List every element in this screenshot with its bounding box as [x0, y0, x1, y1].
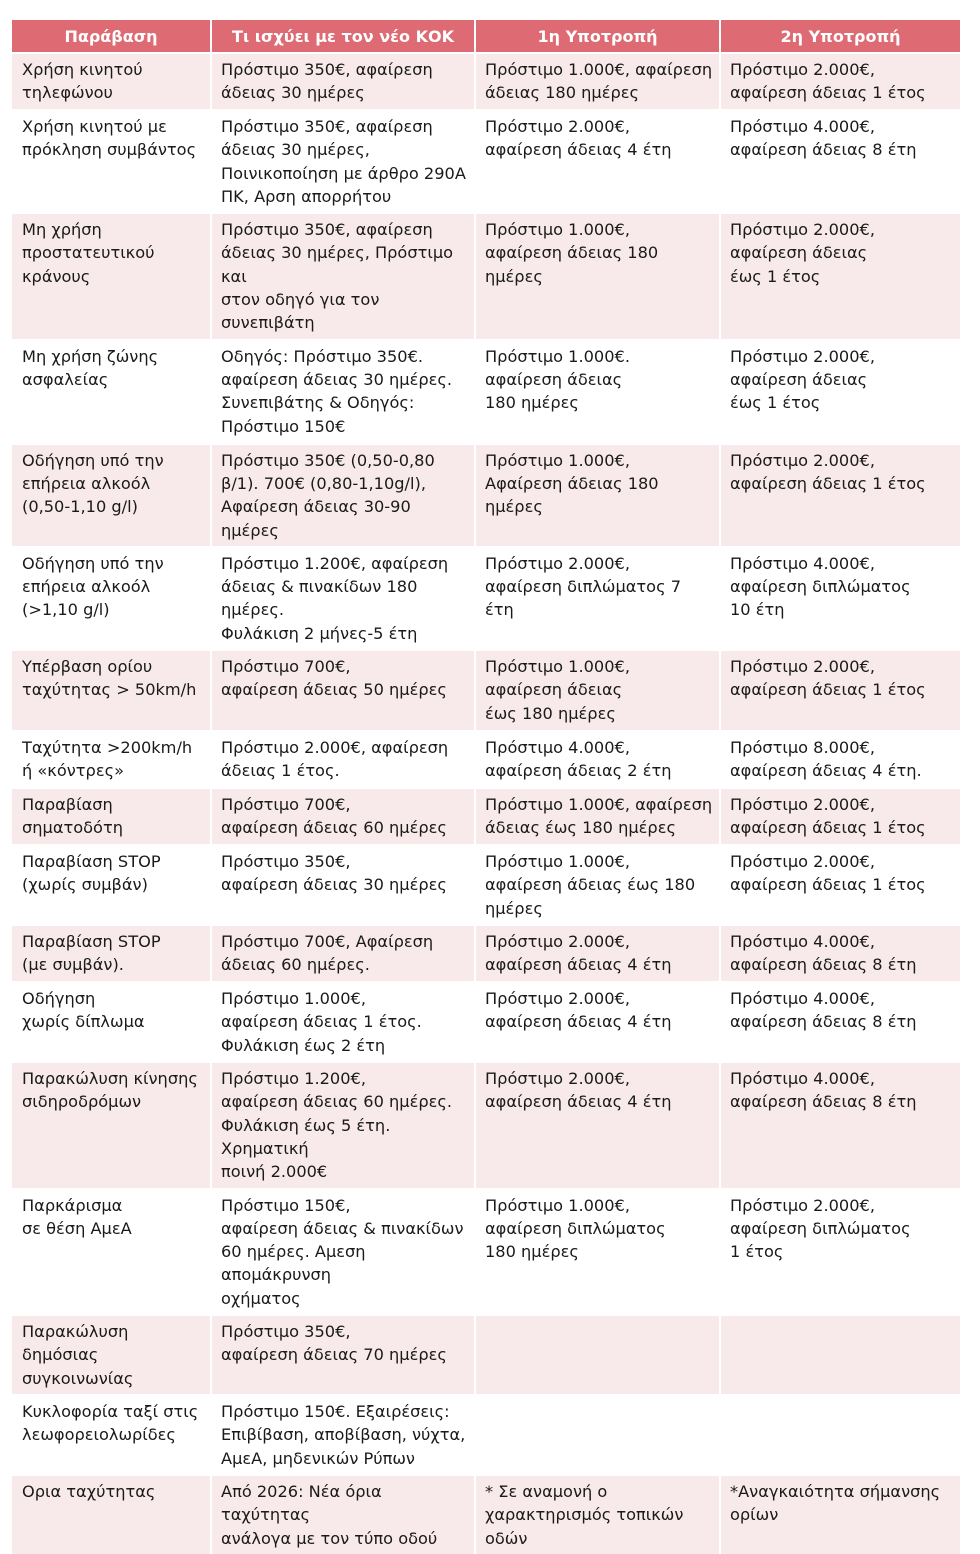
cell-second-relapse: Πρόστιμο 2.000€, αφαίρεση άδειας 1 έτος: [721, 649, 960, 730]
table-row: [12, 109, 960, 212]
cell-violation: Παραβίαση STOP (χωρίς συμβάν): [12, 844, 212, 924]
cell-violation: Παρακώλυση κίνησης σιδηροδρόμων: [12, 1061, 212, 1187]
cell-second-relapse: Πρόστιμο 8.000€, αφαίρεση άδειας 4 έτη.: [721, 730, 960, 787]
cell-new-rule: Πρόστιμο 350€, αφαίρεση άδειας 30 ημέρες: [212, 844, 476, 924]
cell-second-relapse: [721, 1394, 960, 1474]
cell-second-relapse: Πρόστιμο 2.000€, αφαίρεση άδειας έως 1 έτος: [721, 212, 960, 338]
penalties-table-container: [12, 20, 960, 1548]
cell-new-rule: Πρόστιμο 350€, αφαίρεση άδειας 30 ημέρες, Πρόστιμο και στον οδηγό για τον συνεπιβάτη: [212, 212, 476, 338]
header-violation: Παράβαση: [12, 20, 212, 52]
cell-first-relapse: [476, 1394, 721, 1474]
cell-first-relapse: Πρόστιμο 1.000€, αφαίρεση άδειας έως 180 ημέρες: [476, 844, 721, 924]
cell-violation: Χρήση κινητού με πρόκληση συμβάντος: [12, 109, 212, 212]
table-header-row: [12, 20, 960, 52]
cell-new-rule: Πρόστιμο 150€, αφαίρεση άδειας & πινακίδων 60 ημέρες. Αμεση απομάκρυνση οχήματος: [212, 1188, 476, 1314]
cell-new-rule: Πρόστιμο 350€, αφαίρεση άδειας 70 ημέρες: [212, 1314, 476, 1394]
cell-second-relapse: Πρόστιμο 2.000€, αφαίρεση άδειας έως 1 έτος: [721, 339, 960, 443]
header-first-relapse: 1η Υποτροπή: [476, 20, 721, 52]
cell-violation: Ορια ταχύτητας: [12, 1474, 212, 1554]
cell-first-relapse: Πρόστιμο 2.000€, αφαίρεση διπλώματος 7 έτη: [476, 546, 721, 649]
table-row: [12, 339, 960, 443]
table-row: [12, 1314, 960, 1394]
cell-first-relapse: [476, 1314, 721, 1394]
cell-second-relapse: Πρόστιμο 4.000€, αφαίρεση άδειας 8 έτη: [721, 924, 960, 981]
table-row: [12, 924, 960, 981]
cell-new-rule: Πρόστιμο 350€, αφαίρεση άδειας 30 ημέρες, Ποινικοποίηση με άρθρο 290Α ΠΚ, Αρση απορρήτου: [212, 109, 476, 212]
cell-second-relapse: *Αναγκαιότητα σήμανσης ορίων: [721, 1474, 960, 1554]
header-new-kok: Τι ισχύει με τον νέο ΚΟΚ: [212, 20, 476, 52]
cell-violation: Χρήση κινητού τηλεφώνου: [12, 52, 212, 109]
cell-first-relapse: Πρόστιμο 2.000€, αφαίρεση άδειας 4 έτη: [476, 981, 721, 1061]
cell-first-relapse: Πρόστιμο 2.000€, αφαίρεση άδειας 4 έτη: [476, 924, 721, 981]
cell-first-relapse: Πρόστιμο 1.000€. αφαίρεση άδειας 180 ημέρες: [476, 339, 721, 443]
cell-first-relapse: Πρόστιμο 1.000€, αφαίρεση διπλώματος 180 ημέρες: [476, 1188, 721, 1314]
cell-new-rule: Οδηγός: Πρόστιμο 350€. αφαίρεση άδειας 30 ημέρες. Συνεπιβάτης & Οδηγός: Πρόστιμο 150€: [212, 339, 476, 443]
cell-second-relapse: Πρόστιμο 4.000€, αφαίρεση άδειας 8 έτη: [721, 1061, 960, 1187]
cell-second-relapse: Πρόστιμο 4.000€, αφαίρεση άδειας 8 έτη: [721, 109, 960, 212]
cell-first-relapse: Πρόστιμο 1.000€, αφαίρεση άδειας 180 ημέρες: [476, 212, 721, 338]
cell-new-rule: Πρόστιμο 700€, Αφαίρεση άδειας 60 ημέρες.: [212, 924, 476, 981]
cell-new-rule: Πρόστιμο 2.000€, αφαίρεση άδειας 1 έτος.: [212, 730, 476, 787]
cell-second-relapse: Πρόστιμο 2.000€, αφαίρεση διπλώματος 1 έτος: [721, 1188, 960, 1314]
table-row: [12, 730, 960, 787]
cell-violation: Μη χρήση προστατευτικού κράνους: [12, 212, 212, 338]
cell-new-rule: Πρόστιμο 350€, αφαίρεση άδειας 30 ημέρες: [212, 52, 476, 109]
cell-violation: Παρκάρισμα σε θέση ΑμεΑ: [12, 1188, 212, 1314]
cell-violation: Υπέρβαση ορίου ταχύτητας > 50km/h: [12, 649, 212, 730]
cell-first-relapse: * Σε αναμονή ο χαρακτηρισμός τοπικών οδών: [476, 1474, 721, 1554]
cell-second-relapse: Πρόστιμο 2.000€, αφαίρεση άδειας 1 έτος: [721, 844, 960, 924]
cell-new-rule: Πρόστιμο 150€. Εξαιρέσεις: Επιβίβαση, αποβίβαση, νύχτα, ΑμεΑ, μηδενικών Ρύπων: [212, 1394, 476, 1474]
cell-violation: Παραβίαση STOP (με συμβάν).: [12, 924, 212, 981]
table-row: [12, 1394, 960, 1474]
cell-violation: Οδήγηση υπό την επήρεια αλκοόλ (>1,10 g/l): [12, 546, 212, 649]
table-row: [12, 844, 960, 924]
table-row: [12, 546, 960, 649]
table-row: [12, 212, 960, 338]
table-row: [12, 649, 960, 730]
cell-first-relapse: Πρόστιμο 1.000€, αφαίρεση άδειας έως 180 ημέρες: [476, 787, 721, 844]
cell-new-rule: Πρόστιμο 700€, αφαίρεση άδειας 50 ημέρες: [212, 649, 476, 730]
cell-violation: Οδήγηση χωρίς δίπλωμα: [12, 981, 212, 1061]
table-row: [12, 52, 960, 109]
penalties-table: [12, 20, 960, 1554]
cell-second-relapse: Πρόστιμο 2.000€, αφαίρεση άδειας 1 έτος: [721, 443, 960, 546]
cell-violation: Παραβίαση σηματοδότη: [12, 787, 212, 844]
table-row: [12, 787, 960, 844]
table-row: [12, 1188, 960, 1314]
cell-violation: Παρακώλυση δημόσιας συγκοινωνίας: [12, 1314, 212, 1394]
cell-new-rule: Πρόστιμο 1.200€, αφαίρεση άδειας & πινακίδων 180 ημέρες. Φυλάκιση 2 μήνες-5 έτη: [212, 546, 476, 649]
header-second-relapse: 2η Υποτροπή: [721, 20, 960, 52]
cell-new-rule: Πρόστιμο 350€ (0,50-0,80 β/1). 700€ (0,80-1,10g/l), Αφαίρεση άδειας 30-90 ημέρες: [212, 443, 476, 546]
cell-first-relapse: Πρόστιμο 4.000€, αφαίρεση άδειας 2 έτη: [476, 730, 721, 787]
table-row: [12, 1061, 960, 1187]
cell-first-relapse: Πρόστιμο 1.000€, Αφαίρεση άδειας 180 ημέρες: [476, 443, 721, 546]
table-row: [12, 443, 960, 546]
cell-second-relapse: [721, 1314, 960, 1394]
cell-first-relapse: Πρόστιμο 2.000€, αφαίρεση άδειας 4 έτη: [476, 1061, 721, 1187]
cell-first-relapse: Πρόστιμο 2.000€, αφαίρεση άδειας 4 έτη: [476, 109, 721, 212]
cell-new-rule: Πρόστιμο 1.200€, αφαίρεση άδειας 60 ημέρες. Φυλάκιση έως 5 έτη. Χρηματική ποινή 2.000€: [212, 1061, 476, 1187]
table-row: [12, 1474, 960, 1554]
cell-violation: Οδήγηση υπό την επήρεια αλκοόλ (0,50-1,10 g/l): [12, 443, 212, 546]
cell-violation: Κυκλοφορία ταξί στις λεωφορειολωρίδες: [12, 1394, 212, 1474]
cell-violation: Ταχύτητα >200km/h ή «κόντρες»: [12, 730, 212, 787]
cell-second-relapse: Πρόστιμο 2.000€, αφαίρεση άδειας 1 έτος: [721, 787, 960, 844]
cell-new-rule: Πρόστιμο 1.000€, αφαίρεση άδειας 1 έτος. Φυλάκιση έως 2 έτη: [212, 981, 476, 1061]
cell-first-relapse: Πρόστιμο 1.000€, αφαίρεση άδειας 180 ημέρες: [476, 52, 721, 109]
table-row: [12, 981, 960, 1061]
cell-new-rule: Από 2026: Νέα όρια ταχύτητας ανάλογα με τον τύπο οδού: [212, 1474, 476, 1554]
cell-new-rule: Πρόστιμο 700€, αφαίρεση άδειας 60 ημέρες: [212, 787, 476, 844]
cell-second-relapse: Πρόστιμο 4.000€, αφαίρεση άδειας 8 έτη: [721, 981, 960, 1061]
cell-first-relapse: Πρόστιμο 1.000€, αφαίρεση άδειας έως 180 ημέρες: [476, 649, 721, 730]
cell-second-relapse: Πρόστιμο 4.000€, αφαίρεση διπλώματος 10 έτη: [721, 546, 960, 649]
cell-second-relapse: Πρόστιμο 2.000€, αφαίρεση άδειας 1 έτος: [721, 52, 960, 109]
cell-violation: Μη χρήση ζώνης ασφαλείας: [12, 339, 212, 443]
